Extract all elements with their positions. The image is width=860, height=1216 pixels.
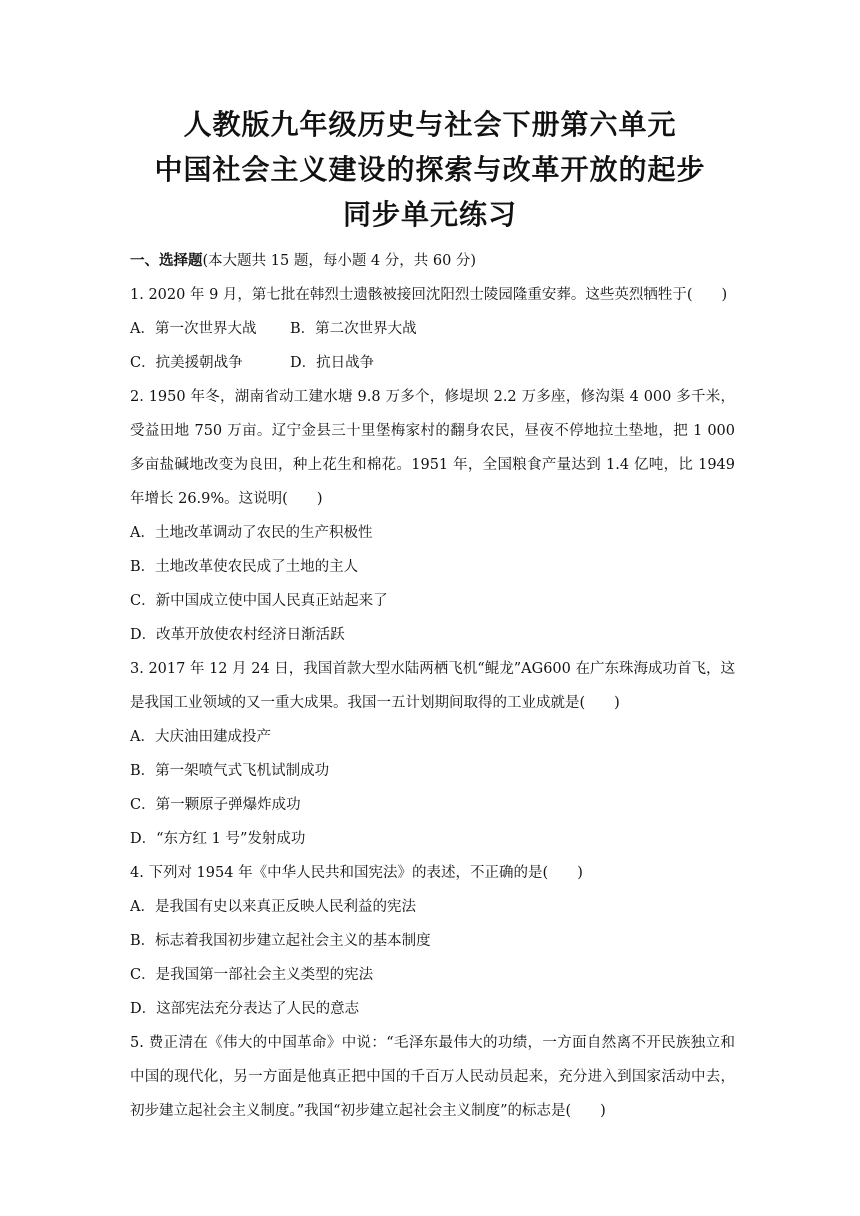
question-1-option-a: A．第一次世界大战 <box>130 321 257 337</box>
question-3-option-c: C．第一颗原子弹爆炸成功 <box>130 797 301 813</box>
question-4-option-a: A．是我国有史以来真正反映人民利益的宪法 <box>130 899 416 915</box>
question-3-option-d: D．“东方红 1 号”发射成功 <box>130 831 306 847</box>
question-2-option-d: D．改革开放使农村经济日渐活跃 <box>130 627 345 643</box>
question-4-option-b: B．标志着我国初步建立起社会主义的基本制度 <box>130 933 431 949</box>
question-1-option-c: C．抗美援朝战争 <box>130 355 243 371</box>
question-2-stem: 2. 1950 年冬，湖南省动工建水塘 9.8 万多个，修堤坝 2.2 万多座，修沟渠 4 000 多千米，受益田地 750 万亩。辽宁金县三十里堡梅家村的翻身农民，昼夜不停地拉土垫地，把 1 000 多亩盐碱地改变为良田，种上花生和棉花。1951 年，全国粮食产量达到 1.4 亿吨，比 1949 年增长 26.9%。这说明( ) <box>130 389 735 507</box>
question-4-option-d: D．这部宪法充分表达了人民的意志 <box>130 1001 360 1017</box>
question-5-stem: 5. 费正清在《伟大的中国革命》中说：“毛泽东最伟大的功绩，一方面自然离不开民族独立和中国的现代化，另一方面是他真正把中国的千百万人民动员起来，充分进入到国家活动中去，初步建立起社会主义制度。”我国“初步建立起社会主义制度”的标志是( ) <box>130 1035 735 1119</box>
question-2-option-c: C．新中国成立使中国人民真正站起来了 <box>130 593 388 609</box>
question-3-option-a: A．大庆油田建成投产 <box>130 729 271 745</box>
title-line-2: 中国社会主义建设的探索与改革开放的起步 <box>154 153 706 186</box>
title-line-1: 人教版九年级历史与社会下册第六单元 <box>183 108 677 141</box>
section-heading-note: (本大题共 15 题，每小题 4 分，共 60 分) <box>202 253 477 269</box>
question-3-option-b: B．第一架喷气式飞机试制成功 <box>130 763 330 779</box>
question-2-option-b: B．土地改革使农民成了土地的主人 <box>130 559 359 575</box>
question-1-option-d: D．抗日战争 <box>290 355 375 371</box>
question-4-option-c: C．是我国第一部社会主义类型的宪法 <box>130 967 374 983</box>
section-heading <box>130 244 735 278</box>
question-4-stem: 4. 下列对 1954 年《中华人民共和国宪法》的表述，不正确的是( ) <box>130 865 583 881</box>
exercise-content <box>130 244 735 1128</box>
question-3-stem: 3. 2017 年 12 月 24 日，我国首款大型水陆两栖飞机“鲲龙”AG600 在广东珠海成功首飞，这是我国工业领域的又一重大成果。我国一五计划期间取得的工业成就是( ) <box>130 661 735 711</box>
question-1-option-b: B．第二次世界大战 <box>290 321 417 337</box>
section-heading-label: 一、选择题 <box>130 253 203 269</box>
question-1-stem: 1. 2020 年 9 月，第七批在韩烈士遗骸被接回沈阳烈士陵园隆重安葬。这些英烈牺牲于( ) <box>130 287 728 303</box>
title-line-3: 同步单元练习 <box>342 198 517 231</box>
question-1-options-row-2 <box>130 346 735 380</box>
question-1-options-row-1 <box>130 312 735 346</box>
question-2-option-a: A．土地改革调动了农民的生产积极性 <box>130 525 373 541</box>
